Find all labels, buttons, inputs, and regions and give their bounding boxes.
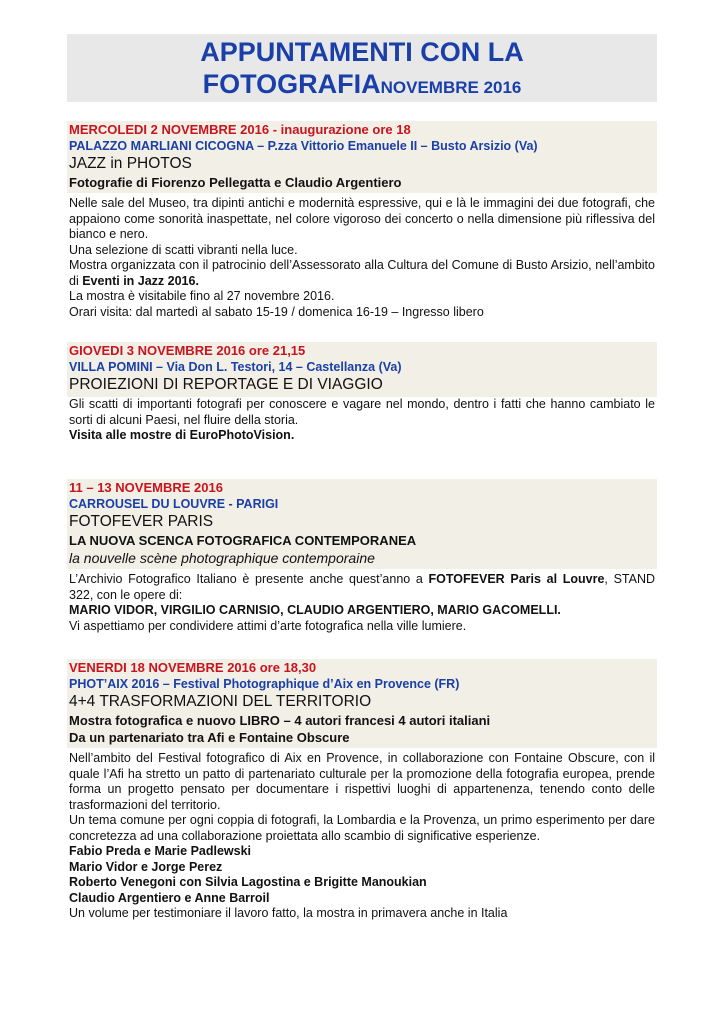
photographer-pair: Roberto Venegoni con Silvia Lagostina e Brigitte Manoukian: [69, 875, 427, 889]
event-heading-box: [67, 659, 657, 748]
event-subtitle: LA NUOVA SCENCA FOTOGRAFICA CONTEMPORANEA: [69, 533, 417, 548]
event-jazz-in-photos: [67, 121, 657, 320]
paragraph: Vi aspettiamo per condividere attimi d’arte fotografica nella ville lumiere.: [69, 618, 467, 633]
event-proiezioni: [67, 342, 657, 444]
event-heading-box: [67, 121, 657, 193]
event-description: [67, 569, 657, 634]
paragraph: [69, 258, 655, 289]
event-heading-box: [67, 479, 657, 569]
event-title: PROIEZIONI DI REPORTAGE E DI VIAGGIO: [69, 376, 383, 393]
paragraph-text: L’Archivio Fotografico Italiano è presente anche quest’anno a: [69, 572, 429, 586]
event-description: [67, 397, 657, 444]
paragraph: Nell’ambito del Festival fotografico di Aix en Provence, in collaborazione con Fontaine Obscure, con il quale l’Afi ha stretto un patto di partenariato culturale per la promozione della fotografia europea, prende forma un progetto pensato per documentare i rispettivi luoghi di appartenenza, tenendo conto delle trasformazioni del territorio.: [69, 751, 655, 812]
event-subtitle: Da un partenariato tra Afi e Fontaine Obscure: [69, 730, 350, 745]
header-month: NOVEMBRE 2016: [380, 78, 522, 97]
event-subtitle: Mostra fotografica e nuovo LIBRO – 4 autori francesi 4 autori italiani: [69, 713, 491, 728]
page-header: [67, 34, 657, 102]
paragraph-text: , STAND 322, con le opere di:: [69, 572, 656, 602]
event-date: GIOVEDI 3 NOVEMBRE 2016 ore 21,15: [69, 343, 306, 358]
event-description: [67, 193, 657, 320]
event-date: MERCOLEDI 2 NOVEMBRE 2016 - inaugurazione ore 18: [69, 122, 411, 137]
event-subtitle: Fotografie di Fiorenzo Pellegatta e Claudio Argentiero: [69, 175, 402, 190]
header-title-line2: FOTOGRAFIA: [202, 69, 381, 99]
paragraph: Un volume per testimoniare il lavoro fatto, la mostra in primavera anche in Italia: [69, 906, 508, 920]
event-place: CARROUSEL DU LOUVRE - PARIGI: [69, 497, 279, 511]
paragraph: [69, 572, 655, 603]
event-date: VENERDI 18 NOVEMBRE 2016 ore 18,30: [69, 660, 317, 675]
event-place: PALAZZO MARLIANI CICOGNA – P.zza Vittorio Emanuele II – Busto Arsizio (Va): [69, 139, 538, 153]
event-title: FOTOFEVER PARIS: [69, 513, 214, 530]
event-fotofever: [67, 479, 657, 634]
event-place: VILLA POMINI – Via Don L. Testori, 14 – Castellanza (Va): [69, 360, 402, 374]
header-title-line1: APPUNTAMENTI CON LA: [200, 37, 524, 67]
artists-list: MARIO VIDOR, VIRGILIO CARNISIO, CLAUDIO ARGENTIERO, MARIO GACOMELLI.: [69, 603, 561, 617]
paragraph-text: Mostra organizzata con il patrocinio dell’Assessorato alla Cultura del Comune di Busto Arsizio, nell’ambito di: [69, 258, 655, 288]
paragraph: Gli scatti di importanti fotografi per conoscere e vagare nel mondo, dentro i fatti che hanno cambiato le sorti di alcuni Paesi, nel fluire della storia.: [69, 397, 655, 427]
event-place: PHOT’AIX 2016 – Festival Photographique d’Aix en Provence (FR): [69, 677, 460, 691]
event-subtitle-italic: la nouvelle scène photographique contemporaine: [69, 550, 375, 566]
photographer-pair: Mario Vidor e Jorge Perez: [69, 859, 223, 874]
photographer-pair: Claudio Argentiero e Anne Barroil: [69, 890, 270, 905]
paragraph: Orari visita: dal martedì al sabato 15-19 / domenica 16-19 – Ingresso libero: [69, 304, 484, 319]
paragraph: Un tema comune per ogni coppia di fotografi, la Lombardia e la Provenza, un primo esperimento per dare concretezza ad una collaborazione proiettata allo scambio di significative esperienze.: [69, 813, 655, 843]
event-series-name: Eventi in Jazz 2016.: [82, 273, 199, 288]
photographer-pair: Fabio Preda e Marie Padlewski: [69, 844, 252, 858]
event-photaix: [67, 659, 657, 922]
event-title: 4+4 TRASFORMAZIONI DEL TERRITORIO: [69, 693, 372, 710]
paragraph: La mostra è visitabile fino al 27 novembre 2016.: [69, 289, 335, 303]
paragraph: Una selezione di scatti vibranti nella luce.: [69, 242, 298, 257]
event-description: [67, 748, 657, 922]
event-date: 11 – 13 NOVEMBRE 2016: [69, 480, 223, 495]
event-heading-box: [67, 342, 657, 397]
paragraph: Nelle sale del Museo, tra dipinti antichi e modernità espressive, qui e là le immagini dei due fotografi, che appaiono come sonorità inaspettate, nel colore vigoroso dei concerto o nella dimensione più riflessiva del bianco e nero.: [69, 196, 655, 241]
event-title: JAZZ in PHOTOS: [69, 155, 192, 172]
fair-name: FOTOFEVER Paris al Louvre: [428, 572, 605, 586]
paragraph: Visita alle mostre di EuroPhotoVision.: [69, 428, 295, 442]
